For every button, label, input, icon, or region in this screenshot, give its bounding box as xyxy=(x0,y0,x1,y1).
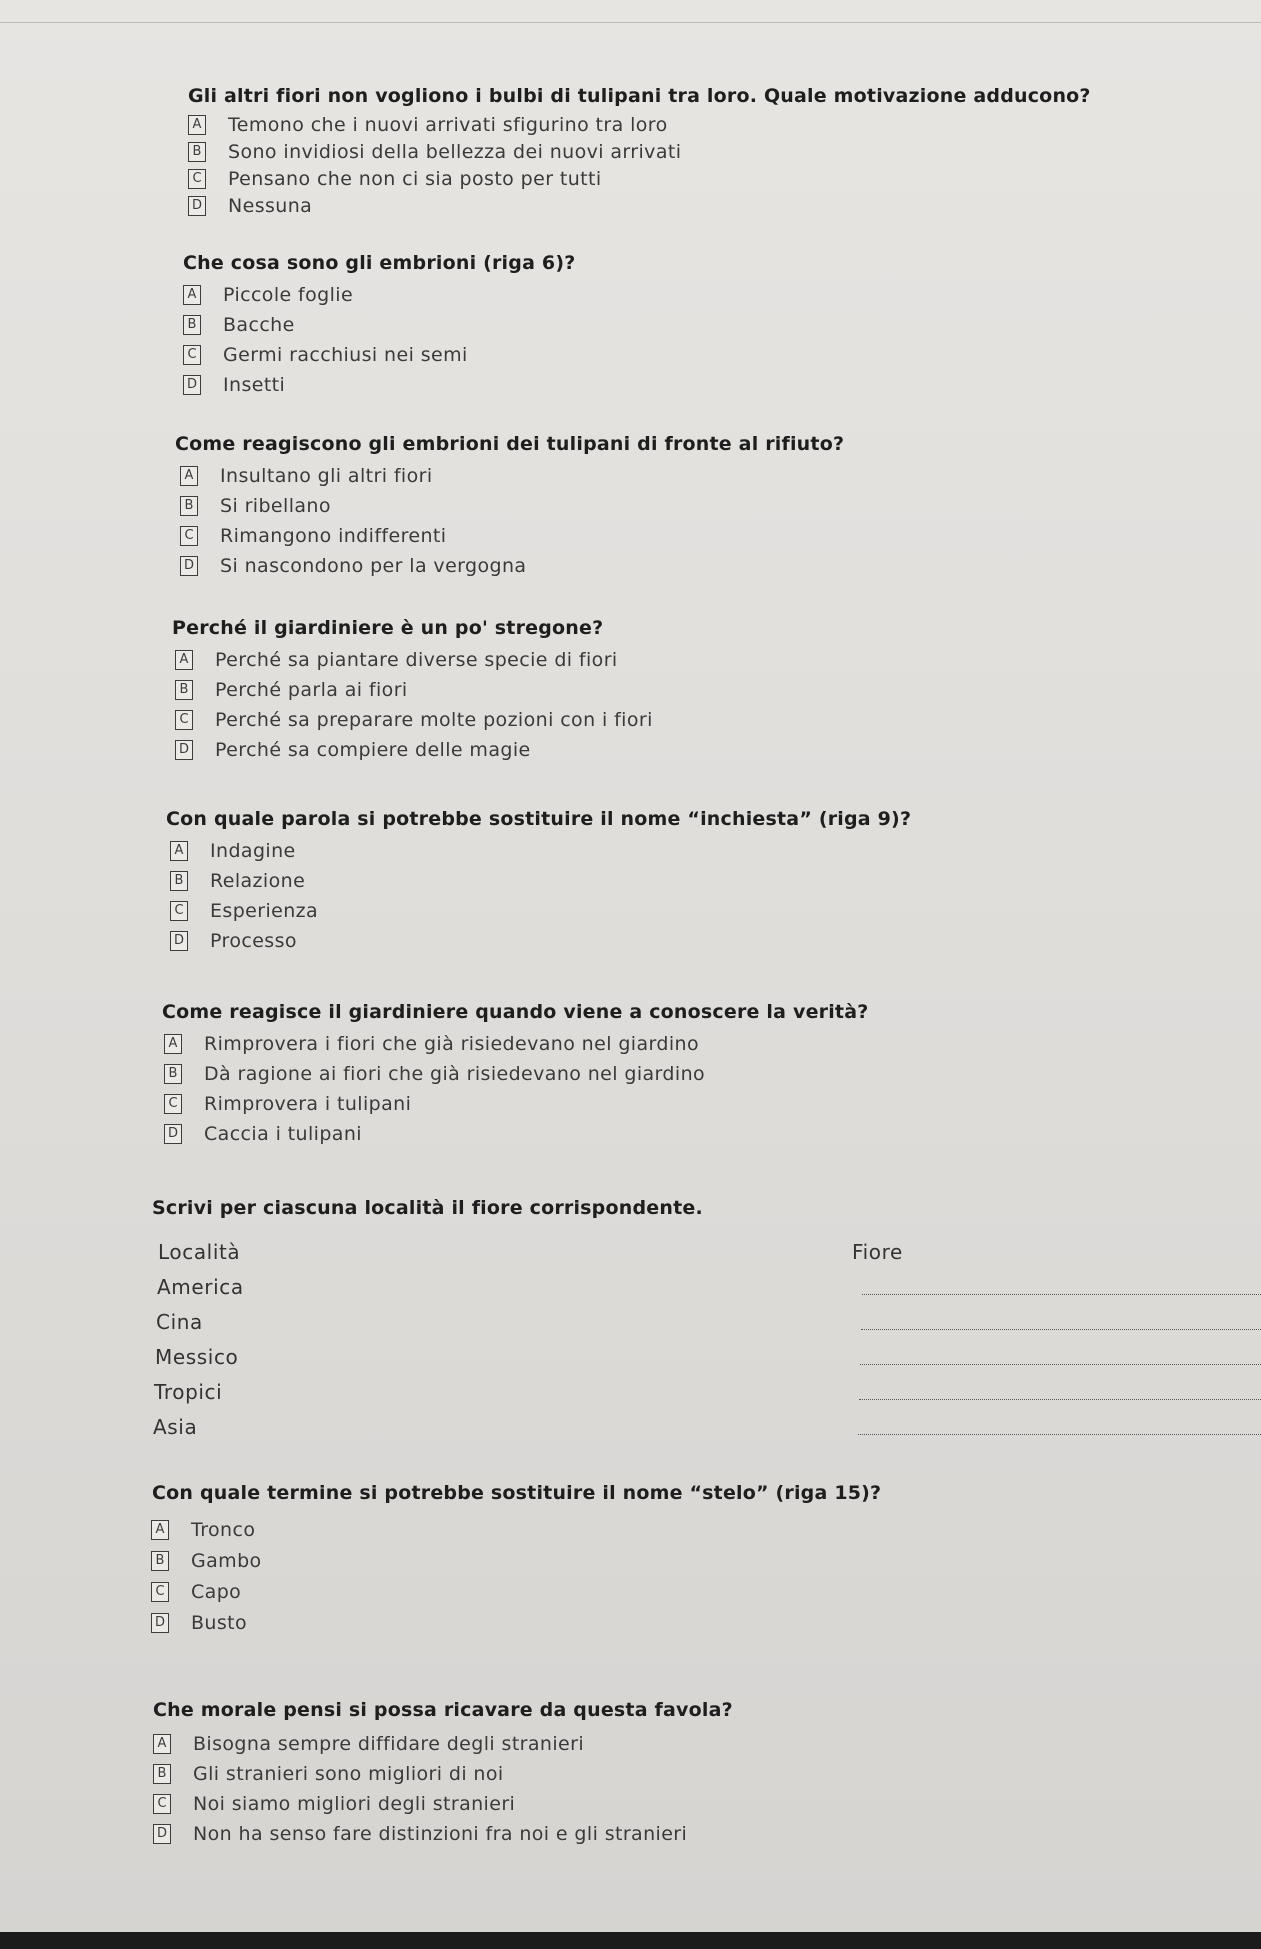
option-text: Nessuna xyxy=(228,194,313,217)
question-title: Gli altri fiori non vogliono i bulbi di tulipani tra loro. Quale motivazione adducono? xyxy=(188,85,1091,107)
answer-option-d[interactable] xyxy=(175,735,653,765)
answer-option-d[interactable] xyxy=(170,926,911,956)
checkbox-c[interactable]: C xyxy=(170,901,188,921)
question-title: Perché il giardiniere è un po' stregone? xyxy=(172,617,604,639)
option-text: Gli stranieri sono migliori di noi xyxy=(193,1763,504,1785)
answer-blank[interactable] xyxy=(859,1398,1261,1400)
answer-option-d[interactable] xyxy=(183,370,575,400)
question-5 xyxy=(166,808,911,956)
answer-option-c[interactable] xyxy=(180,521,844,551)
answer-blank[interactable] xyxy=(861,1328,1261,1330)
option-text: Bisogna sempre diffidare degli stranieri xyxy=(193,1733,585,1755)
option-text: Busto xyxy=(191,1611,248,1634)
checkbox-b[interactable]: B xyxy=(188,142,206,162)
option-text: Tronco xyxy=(191,1518,256,1541)
option-text: Sono invidiosi della bellezza dei nuovi arrivati xyxy=(228,140,682,163)
checkbox-d[interactable]: D xyxy=(188,196,206,216)
answer-option-c[interactable] xyxy=(170,896,911,926)
answer-option-d[interactable] xyxy=(153,1819,733,1849)
option-text: Si ribellano xyxy=(220,495,331,517)
answer-option-a[interactable] xyxy=(170,836,911,866)
column-header-location: Località xyxy=(158,1240,241,1264)
answer-option-b[interactable] xyxy=(180,491,844,521)
option-text: Perché parla ai fiori xyxy=(215,679,408,701)
checkbox-b[interactable]: B xyxy=(180,496,198,516)
question-title: Con quale termine si potrebbe sostituire il nome “stelo” (riga 15)? xyxy=(152,1482,882,1504)
checkbox-c[interactable]: C xyxy=(180,526,198,546)
answer-blank[interactable] xyxy=(862,1293,1261,1295)
location-label: America xyxy=(157,1275,244,1299)
checkbox-d[interactable]: D xyxy=(175,740,193,760)
checkbox-a[interactable]: A xyxy=(180,466,198,486)
answer-option-b[interactable] xyxy=(170,866,911,896)
checkbox-a[interactable]: A xyxy=(183,285,201,305)
checkbox-d[interactable]: D xyxy=(151,1613,169,1633)
answer-option-d[interactable] xyxy=(180,551,844,581)
answer-option-c[interactable] xyxy=(164,1089,868,1119)
option-text: Piccole foglie xyxy=(223,284,354,306)
checkbox-b[interactable]: B xyxy=(183,315,201,335)
answer-option-d[interactable] xyxy=(164,1119,868,1149)
checkbox-a[interactable]: A xyxy=(175,650,193,670)
answer-option-a[interactable] xyxy=(175,645,653,675)
checkbox-a[interactable]: A xyxy=(151,1520,169,1540)
question-title: Con quale parola si potrebbe sostituire il nome “inchiesta” (riga 9)? xyxy=(166,808,912,830)
option-text: Insultano gli altri fiori xyxy=(220,465,433,487)
answer-option-b[interactable] xyxy=(151,1545,881,1576)
answer-option-b[interactable] xyxy=(188,138,1091,165)
option-text: Noi siamo migliori degli stranieri xyxy=(193,1793,516,1815)
checkbox-c[interactable]: C xyxy=(188,169,206,189)
location-label: Tropici xyxy=(154,1380,223,1404)
answer-option-c[interactable] xyxy=(188,165,1091,192)
option-text: Perché sa piantare diverse specie di fiori xyxy=(215,649,618,671)
option-text: Non ha senso fare distinzioni fra noi e gli stranieri xyxy=(193,1823,688,1845)
checkbox-a[interactable]: A xyxy=(170,841,188,861)
question-title: Come reagisce il giardiniere quando viene a conoscere la verità? xyxy=(162,1001,869,1023)
checkbox-b[interactable]: B xyxy=(151,1551,169,1571)
option-text: Dà ragione ai fiori che già risiedevano nel giardino xyxy=(204,1063,706,1085)
answer-option-d[interactable] xyxy=(151,1607,881,1638)
option-text: Si nascondono per la vergogna xyxy=(220,555,527,577)
option-text: Esperienza xyxy=(210,900,319,922)
answer-option-a[interactable] xyxy=(183,280,575,310)
answer-option-a[interactable] xyxy=(188,111,1091,138)
checkbox-c[interactable]: C xyxy=(151,1582,169,1602)
answer-option-b[interactable] xyxy=(153,1759,733,1789)
checkbox-d[interactable]: D xyxy=(164,1124,182,1144)
question-7 xyxy=(152,1482,881,1638)
matching-row xyxy=(152,1299,1261,1334)
option-text: Pensano che non ci sia posto per tutti xyxy=(228,167,602,190)
option-text: Relazione xyxy=(210,870,306,892)
option-text: Capo xyxy=(191,1580,242,1603)
question-1 xyxy=(188,85,1091,219)
answer-option-a[interactable] xyxy=(153,1729,733,1759)
answer-option-b[interactable] xyxy=(175,675,653,705)
question-4 xyxy=(172,617,653,765)
matching-header xyxy=(152,1229,1261,1264)
option-text: Perché sa compiere delle magie xyxy=(215,739,531,761)
question-title: Che cosa sono gli embrioni (riga 6)? xyxy=(183,252,576,274)
matching-row xyxy=(152,1264,1261,1299)
answer-option-c[interactable] xyxy=(151,1576,881,1607)
checkbox-b[interactable]: B xyxy=(175,680,193,700)
answer-blank[interactable] xyxy=(858,1433,1261,1435)
question-3 xyxy=(175,433,844,581)
page-edge-shadow xyxy=(0,1932,1261,1949)
answer-option-b[interactable] xyxy=(164,1059,868,1089)
question-6 xyxy=(162,1001,868,1149)
option-text: Indagine xyxy=(210,840,296,862)
checkbox-d[interactable]: D xyxy=(183,375,201,395)
checkbox-d[interactable]: D xyxy=(180,556,198,576)
matching-exercise xyxy=(152,1197,1261,1439)
checkbox-c[interactable]: C xyxy=(175,710,193,730)
option-text: Perché sa preparare molte pozioni con i fiori xyxy=(215,709,653,731)
option-text: Bacche xyxy=(223,314,295,336)
answer-option-d[interactable] xyxy=(188,192,1091,219)
checkbox-a[interactable]: A xyxy=(164,1034,182,1054)
checkbox-b[interactable]: B xyxy=(170,871,188,891)
checkbox-c[interactable]: C xyxy=(183,345,201,365)
answer-option-c[interactable] xyxy=(175,705,653,735)
option-text: Rimprovera i tulipani xyxy=(204,1093,412,1115)
checkbox-b[interactable]: B xyxy=(153,1764,171,1784)
answer-option-c[interactable] xyxy=(153,1789,733,1819)
question-title: Scrivi per ciascuna località il fiore corrispondente. xyxy=(152,1197,703,1219)
checkbox-a[interactable]: A xyxy=(188,115,206,135)
answer-option-a[interactable] xyxy=(180,461,844,491)
option-text: Rimprovera i fiori che già risiedevano nel giardino xyxy=(204,1033,699,1055)
answer-option-a[interactable] xyxy=(164,1029,868,1059)
column-header-flower: Fiore xyxy=(852,1240,903,1264)
option-text: Caccia i tulipani xyxy=(204,1123,362,1145)
matching-row xyxy=(152,1404,1261,1439)
checkbox-a[interactable]: A xyxy=(153,1734,171,1754)
answer-option-b[interactable] xyxy=(183,310,575,340)
matching-row xyxy=(152,1369,1261,1404)
matching-row xyxy=(152,1334,1261,1369)
location-label: Cina xyxy=(156,1310,203,1334)
question-title: Che morale pensi si possa ricavare da questa favola? xyxy=(153,1699,733,1721)
question-2 xyxy=(183,252,575,400)
location-label: Asia xyxy=(153,1415,198,1439)
option-text: Gambo xyxy=(191,1549,262,1572)
option-text: Rimangono indifferenti xyxy=(220,525,447,547)
checkbox-c[interactable]: C xyxy=(164,1094,182,1114)
checkbox-d[interactable]: D xyxy=(170,931,188,951)
question-title: Come reagiscono gli embrioni dei tulipani di fronte al rifiuto? xyxy=(175,433,845,455)
checkbox-c[interactable]: C xyxy=(153,1794,171,1814)
checkbox-b[interactable]: B xyxy=(164,1064,182,1084)
answer-option-a[interactable] xyxy=(151,1514,881,1545)
option-text: Insetti xyxy=(223,374,286,396)
answer-option-c[interactable] xyxy=(183,340,575,370)
location-label: Messico xyxy=(155,1345,239,1369)
option-text: Processo xyxy=(210,930,297,952)
option-text: Temono che i nuovi arrivati sfigurino tra loro xyxy=(228,113,668,136)
answer-blank[interactable] xyxy=(860,1363,1261,1365)
question-8 xyxy=(153,1699,733,1849)
option-text: Germi racchiusi nei semi xyxy=(223,344,468,366)
checkbox-d[interactable]: D xyxy=(153,1824,171,1844)
